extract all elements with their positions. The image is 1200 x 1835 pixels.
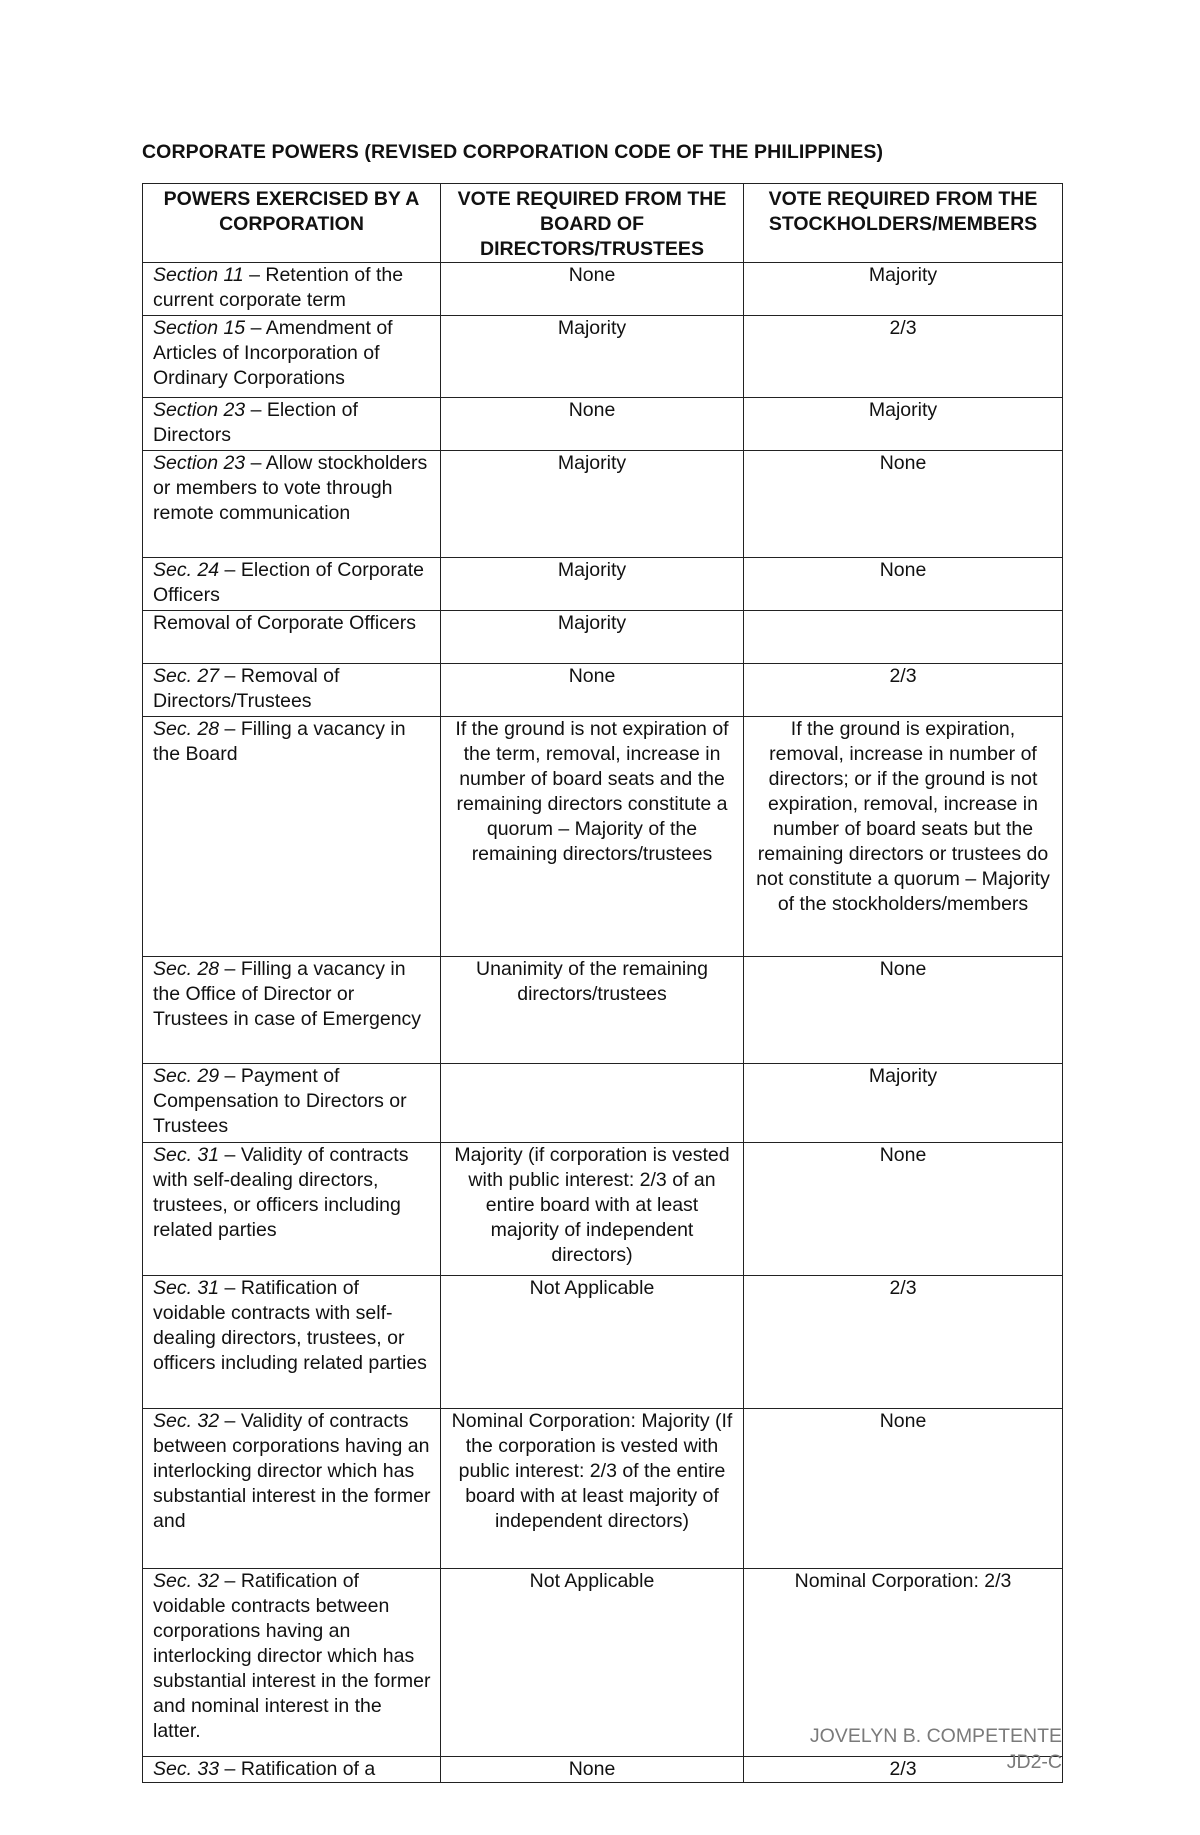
members-vote-cell <box>744 611 1063 664</box>
table-row <box>143 316 1063 398</box>
section-ref: Sec. 29 <box>153 1065 220 1087</box>
section-ref: Sec. 31 <box>153 1277 220 1299</box>
members-vote-cell: 2/3 <box>744 1757 1063 1783</box>
board-vote-cell: Majority <box>441 451 744 558</box>
power-cell <box>143 1276 441 1409</box>
section-ref: Section 15 <box>153 317 246 339</box>
members-vote-cell: 2/3 <box>744 1276 1063 1409</box>
board-vote-cell: Majority <box>441 558 744 611</box>
table-row <box>143 957 1063 1064</box>
power-cell <box>143 451 441 558</box>
members-vote-cell: None <box>744 1143 1063 1276</box>
power-cell <box>143 1143 441 1276</box>
board-vote-cell: Nominal Corporation: Majority (If the corporation is vested with public interest: 2/3 of the entire board with at least majority of independent directors) <box>441 1409 744 1569</box>
author-section: JD2-C <box>1006 1751 1062 1773</box>
table-row <box>143 558 1063 611</box>
table-row <box>143 1409 1063 1569</box>
power-description: – Validity of contracts with self-dealing directors, trustees, or officers including related parties <box>153 1144 409 1241</box>
footer <box>810 1723 1062 1775</box>
board-vote-cell: None <box>441 1757 744 1783</box>
power-description: – Amendment of Articles of Incorporation of Ordinary Corporations <box>153 317 393 389</box>
board-vote-cell <box>441 1064 744 1143</box>
power-description: – Retention of the current corporate term <box>153 264 404 311</box>
board-vote-cell: Majority (if corporation is vested with public interest: 2/3 of an entire board with at least majority of independent directors) <box>441 1143 744 1276</box>
corporate-powers-table <box>142 183 1063 1783</box>
power-cell <box>143 1757 441 1783</box>
power-description: – Election of Corporate Officers <box>153 559 425 606</box>
power-description: – Ratification of voidable contracts between corporations having an interlocking director which has substantial interest in the former and nominal interest in the latter. <box>153 1570 431 1742</box>
power-cell <box>143 957 441 1064</box>
header-members-vote: VOTE REQUIRED FROM THE STOCKHOLDERS/MEMBERS <box>744 184 1063 263</box>
table-row <box>143 263 1063 316</box>
power-cell <box>143 1064 441 1143</box>
members-vote-cell: Majority <box>744 398 1063 451</box>
section-ref: Sec. 32 <box>153 1570 220 1592</box>
board-vote-cell: Majority <box>441 611 744 664</box>
members-vote-cell: If the ground is expiration, removal, increase in number of directors; or if the ground is not expiration, removal, increase in number of board seats but the remaining directors or trustees do not constitute a quorum – Majority of the stockholders/members <box>744 717 1063 957</box>
power-cell <box>143 558 441 611</box>
board-vote-cell: None <box>441 664 744 717</box>
members-vote-cell: None <box>744 957 1063 1064</box>
members-vote-cell: None <box>744 451 1063 558</box>
section-ref: Section 11 <box>153 264 244 286</box>
members-vote-cell: Nominal Corporation: 2/3 <box>744 1569 1063 1757</box>
table-row <box>143 451 1063 558</box>
members-vote-cell: Majority <box>744 1064 1063 1143</box>
page-title: CORPORATE POWERS (REVISED CORPORATION CODE OF THE PHILIPPINES) <box>142 141 884 163</box>
table-row <box>143 664 1063 717</box>
members-vote-cell: 2/3 <box>744 316 1063 398</box>
board-vote-cell: None <box>441 263 744 316</box>
header-board-vote: VOTE REQUIRED FROM THE BOARD OF DIRECTORS/TRUSTEES <box>441 184 744 263</box>
board-vote-cell: Not Applicable <box>441 1276 744 1409</box>
section-ref: Sec. 31 <box>153 1144 220 1166</box>
power-description: – Allow stockholders or members to vote through remote communication <box>153 452 428 524</box>
section-ref: Sec. 28 <box>153 958 220 980</box>
section-ref: Sec. 27 <box>153 665 220 687</box>
header-powers: POWERS EXERCISED BY A CORPORATION <box>143 184 441 263</box>
power-description: – Removal of Directors/Trustees <box>153 665 340 712</box>
table-row <box>143 1276 1063 1409</box>
section-ref: Sec. 28 <box>153 718 220 740</box>
section-ref: Sec. 32 <box>153 1410 220 1432</box>
power-cell <box>143 316 441 398</box>
board-vote-cell: If the ground is not expiration of the term, removal, increase in number of board seats and the remaining directors constitute a quorum – Majority of the remaining directors/trustees <box>441 717 744 957</box>
power-cell <box>143 1409 441 1569</box>
table-header-row <box>143 184 1063 263</box>
members-vote-cell: None <box>744 1409 1063 1569</box>
power-cell <box>143 611 441 664</box>
power-description: – Ratification of voidable contracts with self-dealing directors, trustees, or officers including related parties <box>153 1277 427 1374</box>
board-vote-cell: Not Applicable <box>441 1569 744 1757</box>
power-cell <box>143 263 441 316</box>
power-description: – Filling a vacancy in the Office of Director or Trustees in case of Emergency <box>153 958 422 1030</box>
section-ref: Section 23 <box>153 399 246 421</box>
power-cell <box>143 398 441 451</box>
board-vote-cell: Unanimity of the remaining directors/trustees <box>441 957 744 1064</box>
section-ref: Sec. 33 <box>153 1758 220 1780</box>
power-description: – Validity of contracts between corporations having an interlocking director which has substantial interest in the former and <box>153 1410 431 1532</box>
section-ref: Section 23 <box>153 452 246 474</box>
power-description: – Ratification of a <box>219 1758 376 1780</box>
members-vote-cell: 2/3 <box>744 664 1063 717</box>
table-row <box>143 1064 1063 1143</box>
members-vote-cell: Majority <box>744 263 1063 316</box>
board-vote-cell: None <box>441 398 744 451</box>
table-row <box>143 398 1063 451</box>
section-ref: Sec. 24 <box>153 559 220 581</box>
table-row <box>143 1143 1063 1276</box>
table-row <box>143 611 1063 664</box>
power-cell <box>143 1569 441 1757</box>
board-vote-cell: Majority <box>441 316 744 398</box>
power-description: – Payment of Compensation to Directors or Trustees <box>153 1065 407 1137</box>
power-description: – Filling a vacancy in the Board <box>153 718 406 765</box>
power-description: Removal of Corporate Officers <box>153 612 416 634</box>
power-cell <box>143 717 441 957</box>
power-description: – Election of Directors <box>153 399 358 446</box>
members-vote-cell: None <box>744 558 1063 611</box>
table-row <box>143 717 1063 957</box>
author-name: JOVELYN B. COMPETENTE <box>809 1725 1062 1747</box>
power-cell <box>143 664 441 717</box>
